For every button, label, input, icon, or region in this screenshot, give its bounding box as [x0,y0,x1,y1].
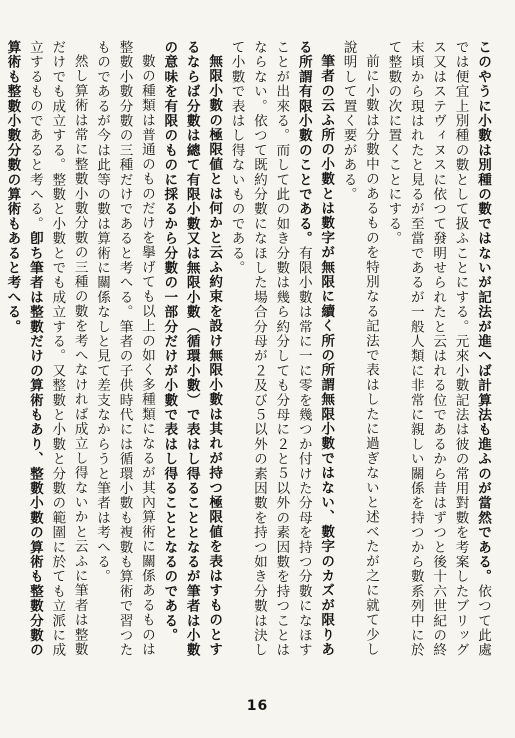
paragraph [158,40,225,670]
text-segment: 然し算術は常に整數小數分數の三種の數を考へなければ成立し得ないかと云ふに筆者は整數だけでも成立する。 [49,40,88,657]
text-segment: 依つて此處では便宜上別種の數として扱ふことにする。元來小數記法は彼の常用對數を考案したブリッグス又はステヴィヌスに依つて發明せられたと云はれる位であるから昔はずつと後十六世紀の終末頃から現はれたと見るが至當であるが一般人類に非常に親しい關係を持つから數系列中に於て整數の次に置くことにする。 [385,40,491,658]
text-segment: 筆者の云ふ所の小數とは數字が無限に續く所の所謂無限小數ではない、數字のカズが限りある所謂有限小數のことである。 [295,40,335,657]
paragraph [337,40,382,670]
text-segment: 前に小數は分數中のあるものを特別なる記法で表はしたに過ぎないと述べたが之に就て少し說明して置く要がある。 [340,40,379,657]
text-segment: 無限小數の極限値とは何かと云ふ約束を設け無限小數は其れが持つ極限値を表はすものとするならば分數は總て有限小數又は無限小數（循環小數）で表はし得ることとなるが筆者は小數の意味を有限のものに採るから分數の一部分だけが小數で表はし得ることとなるのである。 [161,40,223,658]
text-segment: 整數と小數とでも成立する。 [49,172,66,364]
text-segment: 又整數と小數と分數の範圍に於ても立派に成立するものであると考へる。 [26,40,66,658]
paragraph [382,40,494,670]
text-segment: 有限小數は常に一に零を幾つか付けた分母を持つ分數になほすことが出來る。 [273,40,312,658]
text-segment: 而して此の如き分數は幾ら約分しても分母に２と５以外の素因數を持つことはならない。 [250,40,290,658]
paragraph [225,40,337,670]
paragraph [91,40,158,670]
page-number: 16 [246,698,269,714]
text-segment: このやうに小數は別種の數ではないが記法が進へば計算法も進ふのが當然である。 [475,40,491,584]
text-segment: 依つて既約分數になほした場合分母が２及び５以外の素因數を持つ如き分數は決して小數で表はし得ないものである。 [228,40,267,658]
vertical-text-body [4,40,494,670]
text-segment: 數の種類は普通のものだけを擧げても以上の如く多種類になるが其內算術に關係あるものは整數小數分數の三種だけであると考へる。 [116,40,155,657]
text-segment: 筆者の子供時代には循環小數も複數も算術で習つたものであるが今は此等の數は算術に關係なしと見て差支なからうと筆者は考へる。 [94,40,133,658]
paragraph [0,40,1,670]
paragraph [1,40,91,670]
text-segment: 卽ち筆者は整數だけの算術もあり、整數小數の算術も整數分數の算術も整數小數分數の算術もあると考へる。 [4,40,43,658]
